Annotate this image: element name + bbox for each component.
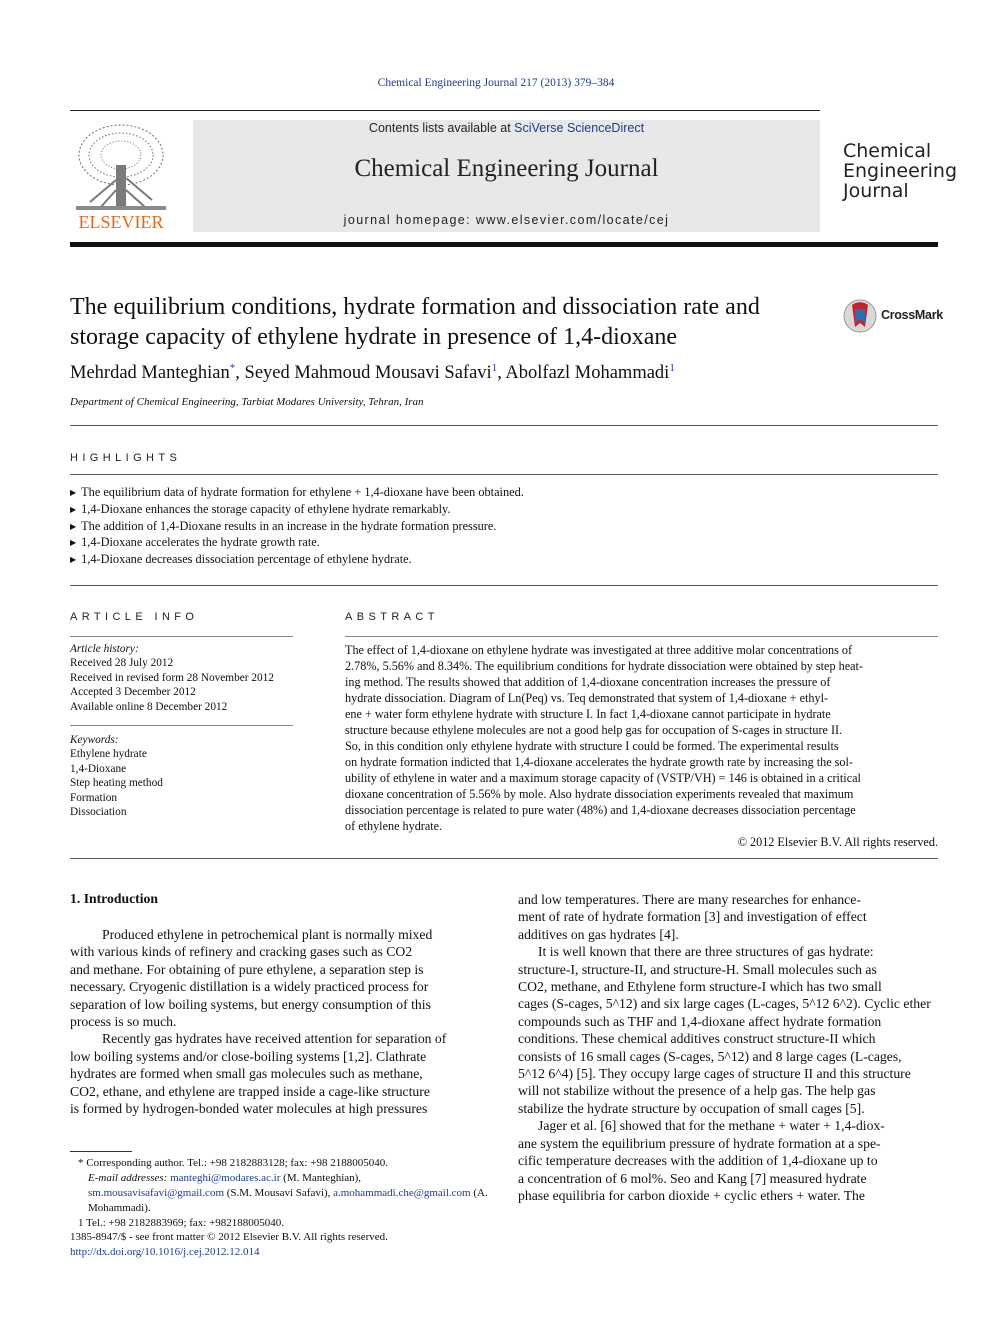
body-line: additives on gas hydrates [4].	[518, 926, 679, 942]
body-line: cages (S-cages, 5^12) and six large cages (L-cages, 5^12 6^2). Cyclic ether	[518, 996, 931, 1012]
email-owner: (A. Mohammadi).	[88, 1187, 488, 1214]
abstract-line: ene + water form ethylene hydrate with structure I. In fact 1,4-dioxane cannot participate in hydrate	[345, 707, 831, 721]
keyword: Step heating method	[70, 777, 163, 790]
highlight-item: ▶ The equilibrium data of hydrate formation for ethylene + 1,4-dioxane have been obtained.	[70, 485, 524, 502]
online-date: Available online 8 December 2012	[70, 700, 228, 713]
corresponding-author-mark[interactable]: *	[229, 362, 236, 374]
sciencedirect-link[interactable]: SciVerse ScienceDirect	[514, 121, 645, 135]
highlight-item: ▶ 1,4-Dioxane decreases dissociation percentage of ethylene hydrate.	[70, 552, 524, 569]
email-link[interactable]: manteghi@modares.ac.ir	[170, 1172, 281, 1184]
abstract-line: The effect of 1,4-dioxane on ethylene hydrate was investigated at three additive molar concentrations of	[345, 643, 853, 657]
title-line: The equilibrium conditions, hydrate formation and dissociation rate and	[70, 294, 760, 320]
body-line: It is well known that there are three structures of gas hydrate:	[538, 944, 874, 960]
highlight-item: ▶ 1,4-Dioxane accelerates the hydrate growth rate.	[70, 535, 524, 552]
highlight-item: ▶ 1,4-Dioxane enhances the storage capacity of ethylene hydrate remarkably.	[70, 502, 524, 519]
keyword: Dissociation	[70, 806, 127, 819]
history-label: Article history:	[70, 643, 139, 655]
journal-citation[interactable]: Chemical Engineering Journal 217 (2013) 379–384	[377, 77, 615, 89]
keywords-label: Keywords:	[70, 734, 119, 746]
body-right-column	[518, 891, 938, 1204]
abstract-line: structure because ethylene molecules are not a good help gas for occupation of S-cages in structure II.	[345, 723, 843, 737]
title-line: storage capacity of ethylene hydrate in presence of 1,4-dioxane	[70, 324, 678, 350]
body-line: stabilize the hydrate structure by occupation of small cages [5].	[518, 1100, 865, 1116]
abstract-line: ing method. The results showed that addition of 1,4-dioxane concentration increases the pressure of	[345, 675, 831, 689]
top-rule	[70, 110, 820, 111]
doi-link[interactable]: http://dx.doi.org/10.1016/j.cej.2012.12.014	[70, 1245, 260, 1258]
body-line: CO2, ethane, and ethylene are trapped inside a cage-like structure	[70, 1083, 430, 1099]
highlight-item: ▶ The addition of 1,4-Dioxane results in an increase in the hydrate formation pressure.	[70, 519, 524, 536]
body-line: ane system the equilibrium pressure of hydrate formation at a spe-	[518, 1135, 881, 1151]
author-list	[70, 362, 675, 384]
body-line: a concentration of 6 mol%. Seo and Kang [7] measured hydrate	[518, 1170, 867, 1186]
body-line: structure-I, structure-II, and structure-H. Small molecules such as	[518, 961, 877, 977]
article-info-heading: ARTICLE INFO	[70, 611, 199, 623]
issn-line: 1385-8947/$ - see front matter © 2012 Elsevier B.V. All rights reserved.	[70, 1231, 388, 1243]
received-date: Received 28 July 2012	[70, 657, 174, 670]
body-line: will not stabilize without the presence of a help gas. The help gas	[518, 1083, 876, 1099]
body-line: separation of low boiling systems, but energy consumption of this	[70, 996, 431, 1012]
body-line: phase equilibria for carbon dioxide + cyclic ethers + water. The	[518, 1187, 865, 1203]
crossmark-label: CrossMark	[881, 308, 943, 322]
body-line: conditions. These chemical additives construct structure-II which	[518, 1031, 876, 1047]
body-line: CO2, methane, and Ethylene form structure-I which has two small	[518, 979, 882, 995]
footnote-mark[interactable]: 1	[491, 362, 498, 374]
email-owner: (S.M. Mousavi Safavi),	[224, 1187, 334, 1199]
abstract-line: ubility of ethylene in water and a maximum storage capacity of (VSTP/VH) = 146 is obtained in a critical	[345, 771, 861, 785]
divider	[70, 425, 938, 426]
body-line: with various kinds of refinery and cracking gases such as CO2	[70, 944, 413, 960]
abstract-heading: ABSTRACT	[345, 611, 439, 623]
body-line: necessary. Cryogenic distillation is a widely practiced process for	[70, 979, 429, 995]
abstract-line: dissociation percentage is related to pure water (48%) and 1,4-dioxane decreases dissociation percentage	[345, 803, 856, 817]
highlights-heading: HIGHLIGHTS	[70, 452, 182, 464]
body-line: hydrates are formed when small gas molecules such as methane,	[70, 1066, 423, 1082]
divider	[345, 636, 938, 637]
abstract-line: of ethylene hydrate.	[345, 819, 443, 833]
issn-block	[70, 1230, 388, 1259]
footnote-mark[interactable]: 1	[669, 362, 675, 374]
divider	[70, 725, 293, 726]
footnote-rule	[70, 1151, 132, 1152]
divider	[70, 474, 938, 475]
body-line: and low temperatures. There are many researches for enhance-	[518, 892, 861, 907]
cover-line: Chemical	[843, 140, 932, 162]
body-line: low boiling systems and/or close-boiling systems [1,2]. Clathrate	[70, 1048, 427, 1064]
email-link[interactable]: a.mohammadi.che@gmail.com	[333, 1187, 471, 1199]
corresponding-author-note: * Corresponding author. Tel.: +98 2182883128; fax: +98 2188005040.	[78, 1157, 388, 1169]
email-note	[70, 1171, 490, 1216]
abstract-text	[345, 642, 938, 834]
body-line: cific temperature decreases with the addition of 1,4-dioxane up to	[518, 1153, 878, 1169]
footnote-1: 1 Tel.: +98 2182883969; fax: +982188005040.	[78, 1217, 285, 1229]
body-left-column	[70, 926, 490, 1117]
author-name: , Seyed Mahmoud Mousavi Safavi	[235, 363, 492, 384]
journal-title: Chemical Engineering Journal	[354, 155, 659, 182]
body-line: is formed by hydrogen-bonded water molecules at high pressures	[70, 1101, 428, 1117]
abstract-line: 2.78%, 5.56% and 8.34%. The equilibrium conditions for hydrate dissociation were obtained by step heat-	[345, 659, 863, 673]
email-link[interactable]: sm.mousavisafavi@gmail.com	[88, 1187, 224, 1199]
email-label: E-mail addresses:	[88, 1172, 171, 1184]
email-owner: (M. Manteghian),	[280, 1172, 362, 1184]
author-name: Mehrdad Manteghian	[70, 363, 230, 384]
contents-line	[193, 121, 820, 135]
article-history	[70, 642, 293, 714]
header-thick-rule	[70, 242, 938, 247]
body-line: process is so much.	[70, 1014, 177, 1030]
body-line: Recently gas hydrates have received attention for separation of	[102, 1031, 447, 1047]
body-line: 5^12 6^4) [5]. They occupy large cages of structure II and this structure	[518, 1066, 911, 1082]
body-line: Jager et al. [6] showed that for the methane + water + 1,4-diox-	[538, 1118, 885, 1134]
accepted-date: Accepted 3 December 2012	[70, 686, 196, 699]
highlights-list	[70, 485, 524, 569]
divider	[70, 858, 938, 859]
elsevier-tree-icon	[70, 120, 172, 232]
cover-line: Engineering	[843, 160, 957, 182]
contents-prefix: Contents lists available at	[368, 121, 515, 135]
cover-line: Journal	[843, 180, 909, 202]
divider	[70, 636, 293, 637]
keyword: Formation	[70, 791, 118, 804]
elsevier-wordmark: ELSEVIER	[78, 212, 164, 232]
affiliation: Department of Chemical Engineering, Tarbiat Modares University, Tehran, Iran	[70, 396, 424, 408]
body-line: and methane. For obtaining of pure ethylene, a separation step is	[70, 961, 424, 977]
journal-homepage[interactable]: journal homepage: www.elsevier.com/locate/cej	[343, 213, 670, 227]
abstract-line: hydrate dissociation. Diagram of Ln(Peq) vs. Teq demonstrated that system of 1,4-dioxane + ethyl-	[345, 691, 829, 705]
body-line: consists of 16 small cages (S-cages, 5^12) and 8 large cages (L-cages,	[518, 1048, 902, 1064]
article-title	[70, 292, 830, 352]
divider	[70, 585, 938, 586]
body-line: Produced ethylene in petrochemical plant is normally mixed	[102, 927, 433, 942]
abstract-line: dioxane concentration of 5.56% by mole. Also hydrate dissociation experiments revealed that maximum	[345, 787, 854, 801]
footnotes	[70, 1156, 490, 1231]
keyword: 1,4-Dioxane	[70, 762, 127, 775]
journal-cover-logo	[843, 141, 957, 201]
section-heading: 1. Introduction	[70, 891, 158, 906]
abstract-line: on hydrate formation indicted that 1,4-dioxane accelerates the hydrate growth rate by increasing the sol-	[345, 755, 853, 769]
crossmark-icon	[843, 299, 877, 333]
crossmark-button[interactable]	[843, 299, 943, 333]
revised-date: Received in revised form 28 November 2012	[70, 671, 274, 684]
keyword: Ethylene hydrate	[70, 748, 147, 761]
elsevier-logo	[70, 120, 172, 232]
keywords-block	[70, 733, 293, 819]
body-line: ment of rate of hydrate formation [3] and investigation of effect	[518, 909, 867, 925]
body-line: compounds such as THF and 1,4-dioxane affect hydrate formation	[518, 1013, 882, 1029]
author-name: , Abolfazl Mohammadi	[497, 363, 670, 384]
copyright: © 2012 Elsevier B.V. All rights reserved.	[737, 835, 938, 849]
abstract-line: So, in this condition only ethylene hydrate with structure I could be formed. The experimental results	[345, 739, 839, 753]
